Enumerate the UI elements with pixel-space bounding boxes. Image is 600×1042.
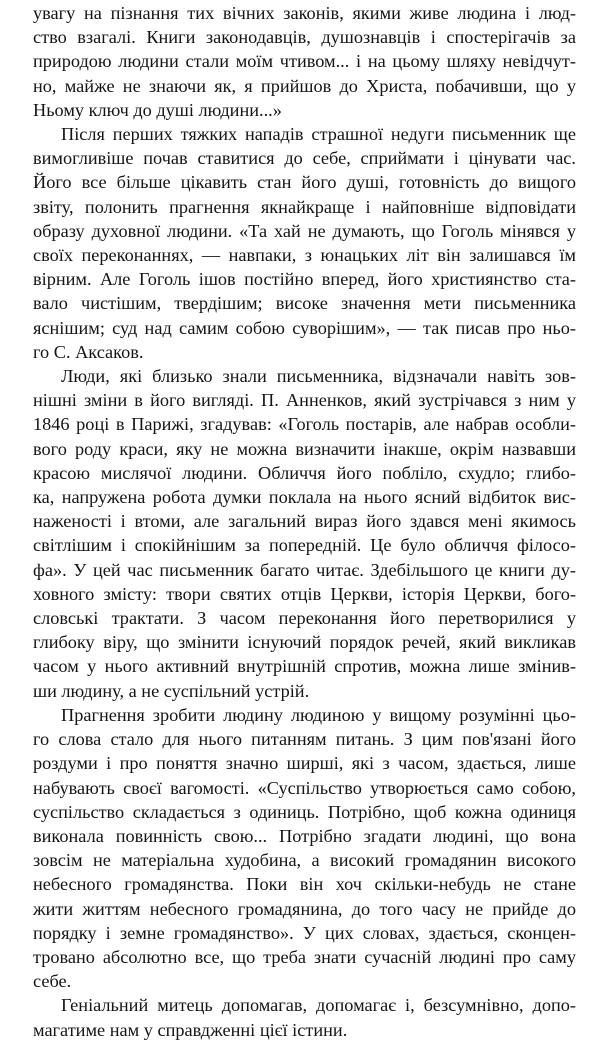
text-line: го слова стало для нього питанням питань. З цим пов'язані його [33,729,576,750]
text-line: виконала повинність свою... Потрібно згадати людині, що вона [33,825,576,846]
text-line: глибоку віру, що змінити існуючий порядок речей, який викликав [33,632,576,653]
text-line: Геніальний митець допомагав, допомагає і, безсумнівно, допо- [61,995,576,1016]
text-line: вало чистішим, твердішим; високе значення мети письменника [33,293,576,314]
text-line: часом у нього активний внутрішній спротив, можна лише змінив- [33,656,576,677]
text-line: небесного громадянства. Поки він хоч скільки-небудь не стане [33,874,576,895]
text-line: фа». У цей час письменник багато читає. Здебільшого це книги ду- [33,559,576,580]
text-line: тровано абсолютно все, що треба знати сучасній людині про саму [33,946,576,967]
paragraph [33,993,576,1041]
text-line: красою мислячої людини. Обличчя його побліло, схудло; глибо- [33,462,576,483]
text-line: природою людини стали моїм чтивом... і на цьому шляху невідчут- [33,51,576,72]
body-text [33,1,576,1042]
text-line: суспільство складається з одиниць. Потрібно, щоб кожна одиниця [33,801,576,822]
text-line: ховного змісту: твори святих отців Церкви, історія Церкви, бого- [33,583,576,604]
text-line: увагу на пізнання тих вічних законів, якими живе людина і люд- [33,3,576,23]
text-line: но, майже не знаючи як, я прийшов до Христа, побачивши, що у [33,75,576,96]
text-line: жити життям небесного громадянина, до того часу не прийде до [33,898,576,919]
text-line: порядку і земне громадянство». У цих словах, здається, сконцен- [33,922,576,943]
text-line: своїх переконаннях, — навпаки, з юнацьких літ він залишався їм [33,245,576,266]
text-line: словські трактати. З часом переконання його перетворилися у [33,608,576,629]
paragraph [33,703,576,993]
text-line: ство взагалі. Книги законодавців, душознавців і спостерігачів за [33,27,576,48]
text-line: себе. [33,971,72,992]
text-line: світлішим і спокійнішим за попередній. Це було обличчя філосо- [33,535,576,556]
text-line: звіту, полонить прагнення якнайкраще і найповніше відповідати [33,196,576,217]
text-line: ка, напружена робота думки поклала на нього ясний відбиток вис- [33,487,576,508]
text-line: магатиме нам у справдженні цієї істини. [33,1019,348,1040]
text-line: Його все більше цікавить стан його душі, готовність до вищого [33,172,576,193]
text-line: вимогливіше почав ставитися до себе, сприймати і цінувати час. [33,148,576,169]
text-line: 1846 році в Парижі, згадував: «Гоголь постарів, але набрав особли- [33,414,576,435]
text-line: Люди, які близько знали письменника, відзначали навіть зов- [61,366,576,387]
text-line: набувають своєї вагомості. «Суспільство утворюється само собою, [33,777,576,798]
text-line: яснішим; суд над самим собою суворішим», — так писав про ньо- [33,317,576,338]
text-line: нішні зміни в його вигляді. П. Анненков, який зустрічався з ним у [33,390,576,411]
text-line: наженості і втоми, але загальний вираз його здався мені якимось [33,511,576,532]
text-line: ши людину, а не суспільний устрій. [33,680,310,701]
text-line: Ньому ключ до душі людини...» [33,99,282,120]
text-line: зовсім не матеріальна худобина, а високий громадянин високого [33,850,576,871]
text-line: образу духовної людини. «Та хай не думають, що Гоголь мінявся у [33,220,576,241]
text-line: роздуми і про поняття значно ширші, які з часом, здається, лише [33,753,576,774]
paragraph [33,1,576,122]
text-line: вого роду краси, яку не можна визначити інакше, окрім назвавши [33,438,576,459]
text-line: вірним. Але Гоголь ішов постійно вперед, його християнство ста- [33,269,576,290]
text-line: го С. Аксаков. [33,341,144,362]
text-line: Прагнення зробити людину людиною у вищому розумінні цьо- [61,704,576,725]
text-line: Після перших тяжких нападів страшної недуги письменник ще [61,124,576,145]
paragraph [33,364,576,703]
paragraph [33,122,576,364]
